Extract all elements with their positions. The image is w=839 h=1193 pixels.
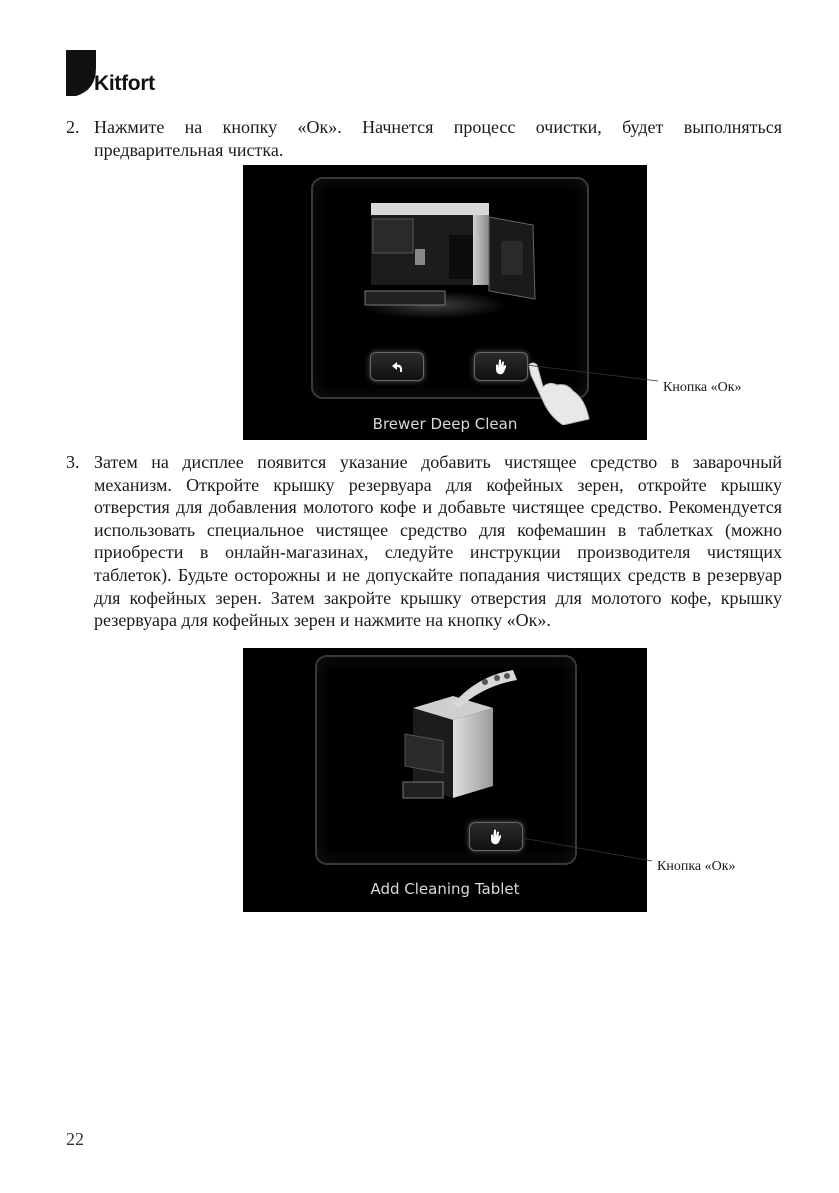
- step-text: Затем на дисплее появится указание добавить чистящее средство в заварочный механизм. Откройте крышку резервуара для кофейных зерен, откройте крышку отверстия для добавления молотого кофе и добавьте чистящее средство. Рекомендуется использовать специальное чистящее средство для кофемашин в таблетках (можно приобрести в онлайн-магазинах, следуйте инструкции производителя чистящих таблеток). Будьте осторожны и не допускайте попадания чистящих средств в резервуар для кофейных зерен. Затем закройте крышку отверстия для молотого кофе, крышку резервуара для кофейных зерен и нажмите на кнопку «Ок».: [94, 452, 782, 631]
- ok-button[interactable]: [469, 822, 523, 851]
- page-number: 22: [66, 1129, 84, 1149]
- step-text: Нажмите на кнопку «Ок». Начнется процесс очистки, будет выполняться предварительная чистка.: [94, 117, 782, 160]
- step-number: 3.: [66, 452, 80, 472]
- hand-ok-icon: [494, 359, 508, 375]
- step-number: 2.: [66, 117, 80, 137]
- screen-brewer-deep-clean: [243, 165, 647, 440]
- ok-button-callout: Кнопка «Ок»: [663, 380, 742, 395]
- step-2: [66, 116, 782, 161]
- kitfort-logo-icon: [66, 50, 96, 96]
- brand-name: Kitfort: [94, 72, 155, 95]
- hand-ok-icon: [489, 829, 503, 845]
- back-arrow-icon: [390, 361, 404, 373]
- coffee-machine-tablet-image: [393, 668, 523, 808]
- screen-add-cleaning-tablet: [243, 648, 647, 912]
- back-button[interactable]: [370, 352, 424, 381]
- brand-logo: [66, 50, 155, 96]
- coffee-machine-open-door-image: [353, 195, 553, 325]
- ok-button-callout: Кнопка «Ок»: [657, 859, 736, 874]
- ok-button[interactable]: [474, 352, 528, 381]
- screen-caption: Add Cleaning Tablet: [370, 880, 520, 898]
- screen-caption: Brewer Deep Clean: [372, 415, 518, 433]
- step-3: [66, 451, 782, 632]
